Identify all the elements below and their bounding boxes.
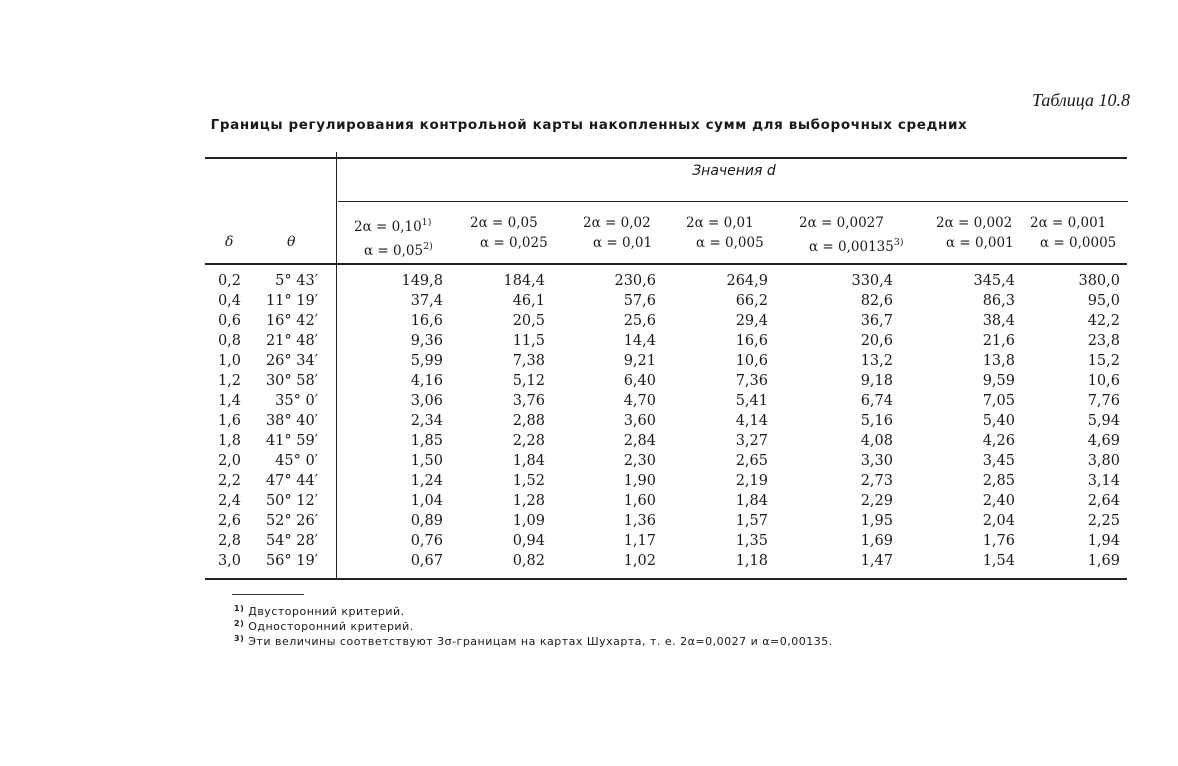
value-cell: 2,19 bbox=[735, 473, 768, 489]
footnote-mark: 2) bbox=[234, 619, 245, 628]
value-cell: 7,76 bbox=[1087, 393, 1120, 409]
delta-cell: 2,4 bbox=[217, 493, 241, 509]
value-cell: 5,94 bbox=[1087, 413, 1120, 429]
value-cell: 3,45 bbox=[982, 453, 1015, 469]
column-header-line2 bbox=[583, 233, 703, 253]
value-cell: 2,34 bbox=[410, 413, 443, 429]
column-header bbox=[799, 213, 919, 257]
value-cell: 380,0 bbox=[1078, 273, 1120, 289]
delta-cell: 1,6 bbox=[217, 413, 241, 429]
value-cell: 4,14 bbox=[735, 413, 768, 429]
column-header-line1-text: 2α = 0,001 bbox=[1030, 215, 1107, 231]
theta-cell: 21° 48′ bbox=[265, 333, 318, 349]
value-cell: 2,28 bbox=[512, 433, 545, 449]
value-cell: 1,84 bbox=[512, 453, 545, 469]
footnote-ref: 1) bbox=[421, 217, 432, 228]
value-cell: 38,4 bbox=[982, 313, 1015, 329]
value-cell: 9,21 bbox=[623, 353, 656, 369]
footnote-text: Односторонний критерий. bbox=[244, 620, 414, 633]
table-title: Границы регулирования контрольной карты накопленных сумм для выборочных средних bbox=[210, 117, 968, 133]
stub-header-delta: δ bbox=[225, 234, 234, 250]
value-cell: 1,47 bbox=[860, 553, 893, 569]
value-cell: 2,25 bbox=[1087, 513, 1120, 529]
value-cell: 3,30 bbox=[860, 453, 893, 469]
value-cell: 29,4 bbox=[735, 313, 768, 329]
column-header-line1-text: 2α = 0,05 bbox=[470, 215, 538, 231]
value-cell: 230,6 bbox=[614, 273, 656, 289]
column-header bbox=[354, 213, 474, 261]
value-cell: 1,18 bbox=[735, 553, 768, 569]
footnote-rule bbox=[232, 594, 304, 595]
value-cell: 6,74 bbox=[860, 393, 893, 409]
value-cell: 5,40 bbox=[982, 413, 1015, 429]
value-cell: 2,29 bbox=[860, 493, 893, 509]
value-cell: 21,6 bbox=[982, 333, 1015, 349]
column-header-line1-text: 2α = 0,002 bbox=[936, 215, 1013, 231]
value-cell: 3,80 bbox=[1087, 453, 1120, 469]
value-cell: 36,7 bbox=[860, 313, 893, 329]
delta-cell: 2,8 bbox=[217, 533, 241, 549]
table-row bbox=[0, 373, 1178, 393]
value-cell: 20,6 bbox=[860, 333, 893, 349]
value-cell: 1,76 bbox=[982, 533, 1015, 549]
delta-cell: 1,0 bbox=[217, 353, 241, 369]
value-cell: 2,30 bbox=[623, 453, 656, 469]
group-header-rule bbox=[338, 201, 1128, 202]
value-cell: 1,85 bbox=[410, 433, 443, 449]
value-cell: 1,69 bbox=[1087, 553, 1120, 569]
value-cell: 1,69 bbox=[860, 533, 893, 549]
value-cell: 1,09 bbox=[512, 513, 545, 529]
value-cell: 25,6 bbox=[623, 313, 656, 329]
value-cell: 13,8 bbox=[982, 353, 1015, 369]
delta-cell: 1,4 bbox=[217, 393, 241, 409]
footnote-mark: 3) bbox=[234, 634, 245, 643]
delta-cell: 0,4 bbox=[217, 293, 241, 309]
value-cell: 16,6 bbox=[410, 313, 443, 329]
delta-cell: 0,2 bbox=[217, 273, 241, 289]
value-cell: 66,2 bbox=[735, 293, 768, 309]
value-cell: 1,95 bbox=[860, 513, 893, 529]
value-cell: 13,2 bbox=[860, 353, 893, 369]
column-header-line2 bbox=[799, 233, 919, 257]
table-row bbox=[0, 413, 1178, 433]
column-header-line2-text: α = 0,025 bbox=[480, 235, 548, 251]
value-cell: 9,36 bbox=[410, 333, 443, 349]
value-cell: 23,8 bbox=[1087, 333, 1120, 349]
value-cell: 1,94 bbox=[1087, 533, 1120, 549]
theta-cell: 41° 59′ bbox=[265, 433, 318, 449]
footnotes bbox=[234, 603, 833, 648]
value-cell: 5,12 bbox=[512, 373, 545, 389]
value-cell: 2,64 bbox=[1087, 493, 1120, 509]
table-label: Таблица 10.8 bbox=[1031, 90, 1130, 110]
table-row bbox=[0, 293, 1178, 313]
value-cell: 4,70 bbox=[623, 393, 656, 409]
value-cell: 2,88 bbox=[512, 413, 545, 429]
value-cell: 16,6 bbox=[735, 333, 768, 349]
column-header-line1 bbox=[799, 213, 919, 233]
value-cell: 9,59 bbox=[982, 373, 1015, 389]
value-cell: 9,18 bbox=[860, 373, 893, 389]
theta-cell: 45° 0′ bbox=[275, 453, 318, 469]
value-cell: 3,14 bbox=[1087, 473, 1120, 489]
delta-cell: 2,0 bbox=[217, 453, 241, 469]
value-cell: 1,17 bbox=[623, 533, 656, 549]
value-cell: 149,8 bbox=[401, 273, 443, 289]
theta-cell: 50° 12′ bbox=[265, 493, 318, 509]
table-row bbox=[0, 493, 1178, 513]
theta-cell: 5° 43′ bbox=[275, 273, 318, 289]
value-cell: 1,57 bbox=[735, 513, 768, 529]
value-cell: 7,05 bbox=[982, 393, 1015, 409]
value-cell: 20,5 bbox=[512, 313, 545, 329]
footnote-ref: 3) bbox=[893, 237, 904, 248]
column-header bbox=[686, 213, 806, 253]
value-cell: 11,5 bbox=[512, 333, 545, 349]
value-cell: 330,4 bbox=[851, 273, 893, 289]
delta-cell: 2,2 bbox=[217, 473, 241, 489]
column-header-line2-text: α = 0,0005 bbox=[1040, 235, 1117, 251]
value-cell: 0,94 bbox=[512, 533, 545, 549]
column-header bbox=[1030, 213, 1150, 253]
value-cell: 1,52 bbox=[512, 473, 545, 489]
value-cell: 3,76 bbox=[512, 393, 545, 409]
value-cell: 2,73 bbox=[860, 473, 893, 489]
column-header-line1 bbox=[1030, 213, 1150, 233]
footnote-ref: 2) bbox=[423, 241, 433, 252]
value-cell: 1,35 bbox=[735, 533, 768, 549]
theta-cell: 54° 28′ bbox=[265, 533, 318, 549]
table-row bbox=[0, 553, 1178, 573]
table-row bbox=[0, 453, 1178, 473]
value-cell: 3,60 bbox=[623, 413, 656, 429]
column-header-line1 bbox=[583, 213, 703, 233]
theta-cell: 38° 40′ bbox=[265, 413, 318, 429]
value-cell: 1,50 bbox=[410, 453, 443, 469]
value-cell: 95,0 bbox=[1087, 293, 1120, 309]
value-cell: 15,2 bbox=[1087, 353, 1120, 369]
footnote-mark: 1) bbox=[234, 604, 245, 613]
value-cell: 5,16 bbox=[860, 413, 893, 429]
footnote bbox=[234, 603, 833, 618]
value-cell: 2,04 bbox=[982, 513, 1015, 529]
stub-header-theta: θ bbox=[287, 234, 296, 250]
value-cell: 10,6 bbox=[735, 353, 768, 369]
value-cell: 3,27 bbox=[735, 433, 768, 449]
value-cell: 1,02 bbox=[623, 553, 656, 569]
value-cell: 4,69 bbox=[1087, 433, 1120, 449]
value-cell: 1,84 bbox=[735, 493, 768, 509]
value-cell: 1,36 bbox=[623, 513, 656, 529]
value-cell: 1,54 bbox=[982, 553, 1015, 569]
value-cell: 86,3 bbox=[982, 293, 1015, 309]
column-header bbox=[583, 213, 703, 253]
theta-cell: 11° 19′ bbox=[265, 293, 318, 309]
footnote bbox=[234, 633, 833, 648]
column-header-line2-text: α = 0,05 bbox=[364, 243, 424, 259]
column-header-line1 bbox=[354, 213, 474, 237]
value-cell: 3,06 bbox=[410, 393, 443, 409]
table-row bbox=[0, 313, 1178, 333]
table-row bbox=[0, 513, 1178, 533]
column-header-line2 bbox=[686, 233, 806, 253]
table-row bbox=[0, 533, 1178, 553]
value-cell: 14,4 bbox=[623, 333, 656, 349]
delta-cell: 0,6 bbox=[217, 313, 241, 329]
value-cell: 345,4 bbox=[973, 273, 1015, 289]
column-header-line1 bbox=[470, 213, 590, 233]
value-cell: 5,41 bbox=[735, 393, 768, 409]
value-cell: 4,16 bbox=[410, 373, 443, 389]
table-row bbox=[0, 433, 1178, 453]
group-header: Значения d bbox=[692, 163, 776, 179]
theta-cell: 16° 42′ bbox=[265, 313, 318, 329]
value-cell: 6,40 bbox=[623, 373, 656, 389]
theta-cell: 26° 34′ bbox=[265, 353, 318, 369]
column-header-line1-text: 2α = 0,02 bbox=[583, 215, 651, 231]
column-header-line2-text: α = 0,01 bbox=[593, 235, 653, 251]
column-header-line2 bbox=[354, 237, 474, 261]
value-cell: 5,99 bbox=[410, 353, 443, 369]
footnote-text: Эти величины соответствуют 3σ-границам на картах Шухарта, т. е. 2α=0,0027 и α=0,00135. bbox=[244, 635, 833, 648]
value-cell: 0,82 bbox=[512, 553, 545, 569]
header-bottom-rule bbox=[205, 263, 1127, 265]
delta-cell: 1,8 bbox=[217, 433, 241, 449]
value-cell: 2,40 bbox=[982, 493, 1015, 509]
delta-cell: 2,6 bbox=[217, 513, 241, 529]
table-bottom-rule bbox=[205, 578, 1127, 580]
value-cell: 82,6 bbox=[860, 293, 893, 309]
value-cell: 4,08 bbox=[860, 433, 893, 449]
value-cell: 10,6 bbox=[1087, 373, 1120, 389]
column-header-line1 bbox=[686, 213, 806, 233]
value-cell: 37,4 bbox=[410, 293, 443, 309]
column-header-line2 bbox=[1030, 233, 1150, 253]
theta-cell: 52° 26′ bbox=[265, 513, 318, 529]
theta-cell: 47° 44′ bbox=[265, 473, 318, 489]
column-header-line2-text: α = 0,001 bbox=[946, 235, 1014, 251]
value-cell: 2,85 bbox=[982, 473, 1015, 489]
theta-cell: 56° 19′ bbox=[265, 553, 318, 569]
value-cell: 0,76 bbox=[410, 533, 443, 549]
table-row bbox=[0, 273, 1178, 293]
value-cell: 57,6 bbox=[623, 293, 656, 309]
theta-cell: 35° 0′ bbox=[275, 393, 318, 409]
table-row bbox=[0, 473, 1178, 493]
value-cell: 2,84 bbox=[623, 433, 656, 449]
column-header bbox=[470, 213, 590, 253]
value-cell: 7,38 bbox=[512, 353, 545, 369]
value-cell: 2,65 bbox=[735, 453, 768, 469]
value-cell: 7,36 bbox=[735, 373, 768, 389]
value-cell: 1,24 bbox=[410, 473, 443, 489]
value-cell: 4,26 bbox=[982, 433, 1015, 449]
footnote bbox=[234, 618, 833, 633]
value-cell: 46,1 bbox=[512, 293, 545, 309]
column-header-line2-text: α = 0,00135 bbox=[809, 239, 894, 255]
table-row bbox=[0, 333, 1178, 353]
delta-cell: 3,0 bbox=[217, 553, 241, 569]
column-header-line1-text: 2α = 0,01 bbox=[686, 215, 754, 231]
value-cell: 42,2 bbox=[1087, 313, 1120, 329]
value-cell: 1,90 bbox=[623, 473, 656, 489]
footnote-text: Двусторонний критерий. bbox=[244, 605, 405, 618]
table-row bbox=[0, 393, 1178, 413]
column-header-line1-text: 2α = 0,0027 bbox=[799, 215, 884, 231]
value-cell: 1,28 bbox=[512, 493, 545, 509]
theta-cell: 30° 58′ bbox=[265, 373, 318, 389]
column-header-line2 bbox=[470, 233, 590, 253]
delta-cell: 1,2 bbox=[217, 373, 241, 389]
value-cell: 264,9 bbox=[726, 273, 768, 289]
table-row bbox=[0, 353, 1178, 373]
value-cell: 1,60 bbox=[623, 493, 656, 509]
value-cell: 1,04 bbox=[410, 493, 443, 509]
delta-cell: 0,8 bbox=[217, 333, 241, 349]
column-header-line1-text: 2α = 0,10 bbox=[354, 219, 422, 235]
value-cell: 184,4 bbox=[503, 273, 545, 289]
value-cell: 0,67 bbox=[410, 553, 443, 569]
table-top-rule bbox=[205, 157, 1127, 159]
column-header-line2-text: α = 0,005 bbox=[696, 235, 764, 251]
value-cell: 0,89 bbox=[410, 513, 443, 529]
